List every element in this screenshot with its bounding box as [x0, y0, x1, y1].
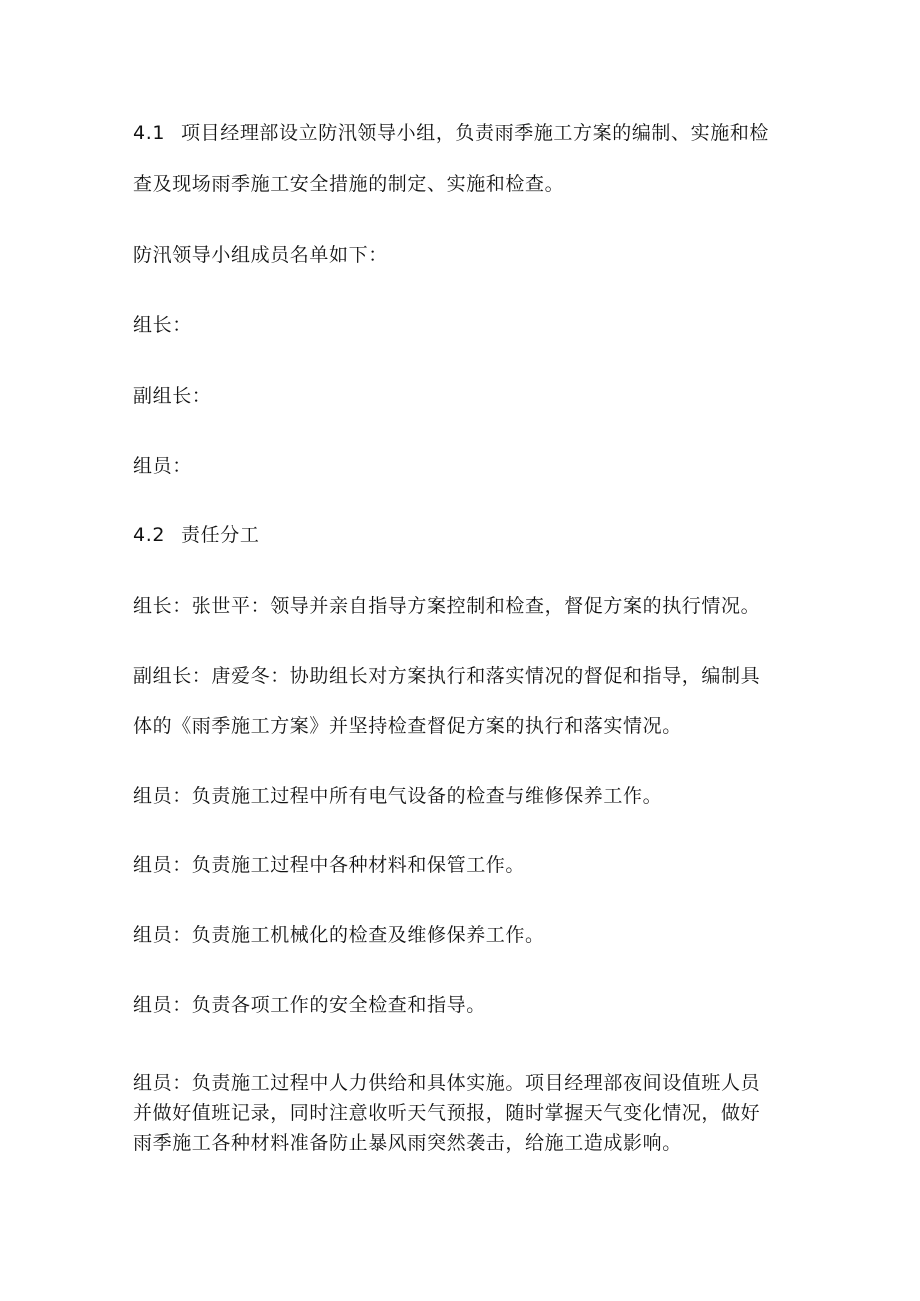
member-label: 组员：	[133, 455, 192, 477]
section-4-1-line-2: 查及现场雨季施工安全措施的制定、实施和检查。	[133, 173, 565, 195]
duty-leader: 组长：张世平：领导并亲自指导方案控制和检查，督促方案的执行情况。	[133, 595, 761, 617]
duty-member-5-line-1: 组员：负责施工过程中人力供给和具体实施。项目经理部夜间设值班人员	[133, 1072, 761, 1094]
section-4-2-heading	[133, 523, 793, 547]
section-number: 4.1	[133, 122, 166, 144]
duty-member-5-line-3: 雨季施工各种材料准备防止暴风雨突然袭击，给施工造成影响。	[133, 1132, 682, 1154]
duty-member-5-line-2: 并做好值班记录，同时注意收听天气预报，随时掌握天气变化情况，做好	[133, 1102, 761, 1124]
section-4-1-line-1	[133, 121, 793, 145]
leader-label: 组长：	[133, 314, 192, 336]
duty-member-1: 组员：负责施工过程中所有电气设备的检查与维修保养工作。	[133, 785, 663, 807]
duty-member-4: 组员：负责各项工作的安全检查和指导。	[133, 994, 486, 1016]
duty-member-3: 组员：负责施工机械化的检查及维修保养工作。	[133, 924, 545, 946]
vice-leader-label: 副组长：	[133, 385, 212, 407]
section-number: 4.2	[133, 524, 166, 546]
duty-vice-leader-line-1: 副组长：唐爱冬：协助组长对方案执行和落实情况的督促和指导，编制具	[133, 665, 761, 687]
duty-vice-leader-line-2: 体的《雨季施工方案》并坚持检查督促方案的执行和落实情况。	[133, 715, 682, 737]
section-text: 项目经理部设立防汛领导小组，负责雨季施工方案的编制、实施和检	[181, 122, 770, 144]
section-title: 责任分工	[181, 524, 260, 546]
members-intro: 防汛领导小组成员名单如下：	[133, 244, 388, 266]
duty-member-2: 组员：负责施工过程中各种材料和保管工作。	[133, 854, 526, 876]
